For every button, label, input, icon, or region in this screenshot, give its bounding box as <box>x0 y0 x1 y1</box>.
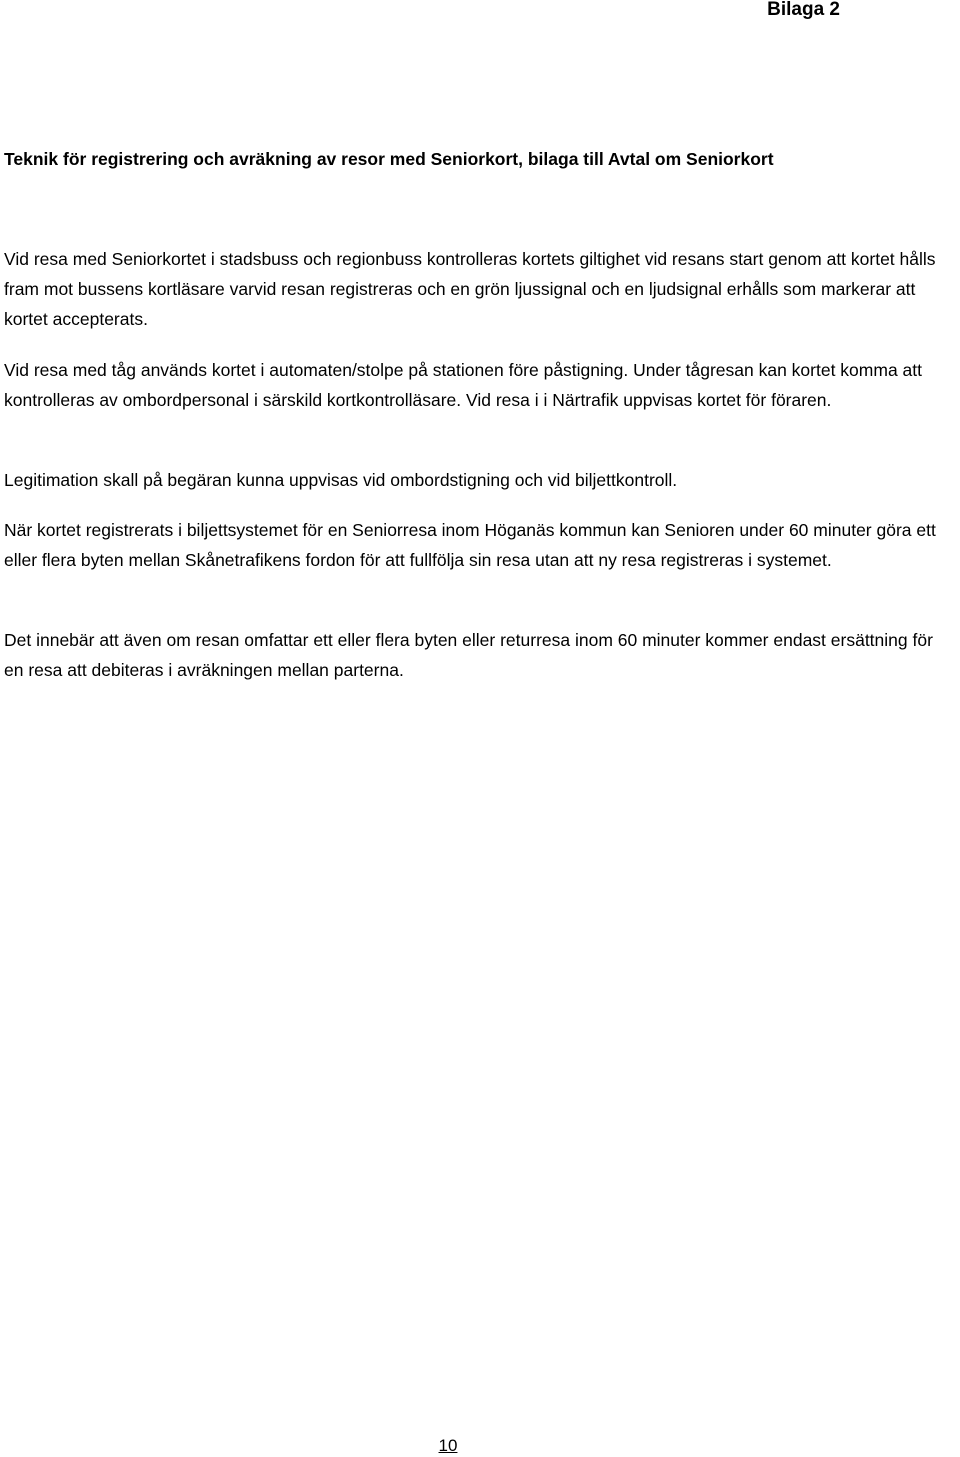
paragraph-transfers: När kortet registrerats i biljettsystemet för en Seniorresa inom Höganäs kommun kan Senioren under 60 minuter göra ett eller flera byten mellan Skånetrafikens fordon för att fullfölja sin resa utan att ny resa registreras i systemet. <box>4 520 936 570</box>
document-title: Teknik för registrering och avräkning av resor med Seniorkort, bilaga till Avtal om Seniorkort <box>4 149 774 169</box>
paragraph-train-registration: Vid resa med tåg används kortet i automaten/stolpe på stationen före påstigning. Under tågresan kan kortet komma att kontrolleras av ombordpersonal i särskild kortkontrolläsare. Vid resa i i Närtrafik uppvisas kortet för föraren. <box>4 360 922 410</box>
appendix-label: Bilaga 2 <box>767 0 840 20</box>
page-number: 10 <box>438 1436 458 1455</box>
paragraph-identification: Legitimation skall på begäran kunna uppvisas vid ombordstigning och vid biljettkontroll. <box>4 470 678 490</box>
paragraph-settlement: Det innebär att även om resan omfattar ett eller flera byten eller returresa inom 60 minuter kommer endast ersättning för en resa att debiteras i avräkningen mellan parterna. <box>4 630 933 680</box>
paragraph-bus-registration: Vid resa med Seniorkortet i stadsbuss och regionbuss kontrolleras kortets giltighet vid resans start genom att kortet hålls fram mot bussens kortläsare varvid resan registreras och en grön ljussignal och en ljudsignal erhålls som markerar att kortet accepterats. <box>4 249 936 329</box>
